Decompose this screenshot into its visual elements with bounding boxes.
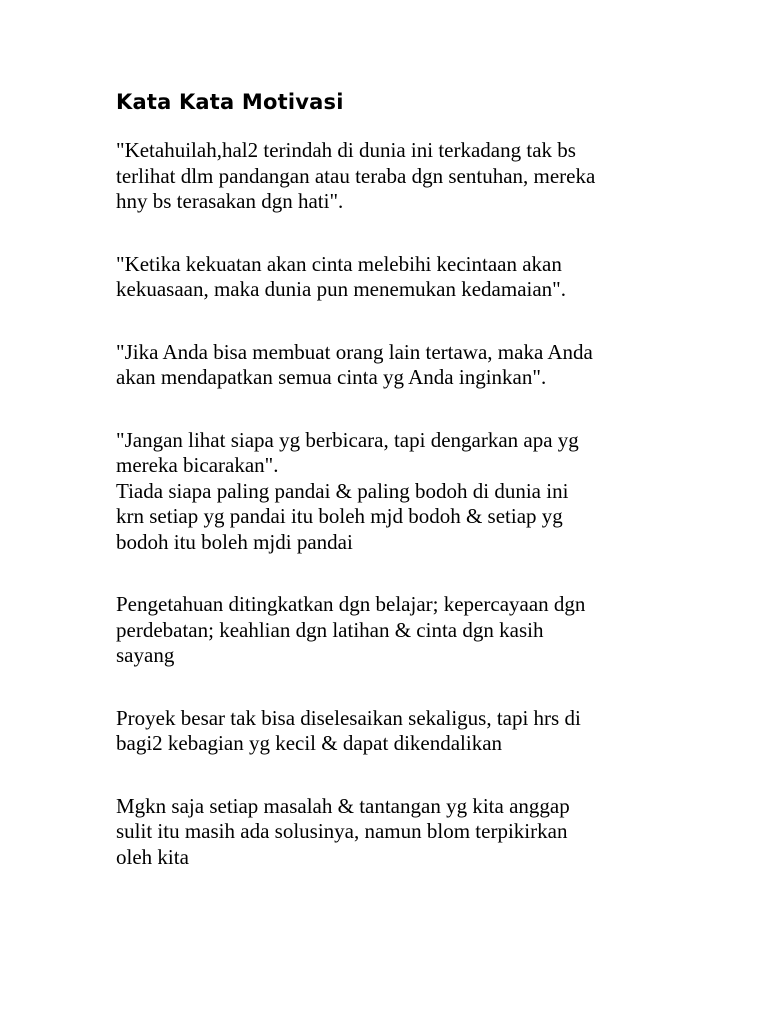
quote-paragraph-3: "Jika Anda bisa membuat orang lain tertawa, maka Anda akan mendapatkan semua cinta yg Anda inginkan".: [116, 339, 593, 389]
quote-paragraph-1: "Ketahuilah,hal2 terindah di dunia ini terkadang tak bs terlihat dlm pandangan atau teraba dgn sentuhan, mereka hny bs terasakan dgn hati".: [116, 138, 596, 213]
quote-paragraph-5: Pengetahuan ditingkatkan dgn belajar; kepercayaan dgn perdebatan; keahlian dgn latihan & cinta dgn kasih sayang: [116, 592, 586, 667]
document-title: Kata Kata Motivasi: [116, 90, 344, 114]
quote-paragraph-2: "Ketika kekuatan akan cinta melebihi kecintaan akan kekuasaan, maka dunia pun menemukan kedamaian".: [116, 251, 566, 301]
quote-paragraph-6: Proyek besar tak bisa diselesaikan sekaligus, tapi hrs di bagi2 kebagian yg kecil & dapat dikendalikan: [116, 705, 581, 755]
quote-paragraph-4: "Jangan lihat siapa yg berbicara, tapi dengarkan apa yg mereka bicarakan". Tiada siapa paling pandai & paling bodoh di dunia ini krn setiap yg pandai itu boleh mjd bodoh & setiap yg bodoh itu boleh mjdi pandai: [116, 427, 579, 554]
quote-paragraph-7: Mgkn saja setiap masalah & tantangan yg kita anggap sulit itu masih ada solusinya, namun blom terpikirkan oleh kita: [116, 793, 570, 869]
document-page: [116, 88, 656, 870]
